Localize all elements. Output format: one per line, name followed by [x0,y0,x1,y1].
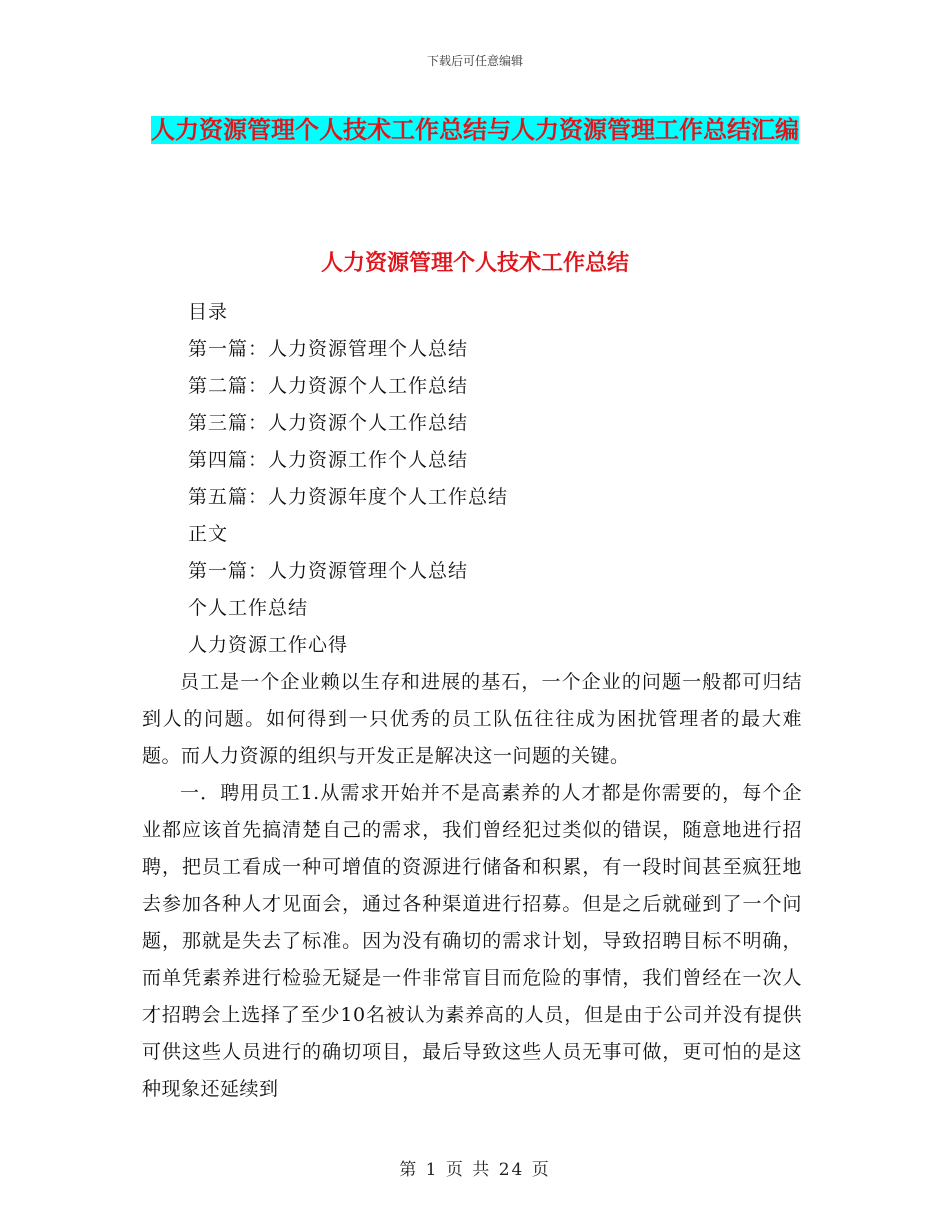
toc-item: 第五篇：人力资源年度个人工作总结 [188,486,509,508]
paragraph: 员工是一个企业赖以生存和进展的基石，一个企业的问题一般都可归结到人的问题。如何得到一只优秀的员工队伍往往成为困扰管理者的最大难题。而人力资源的组织与开发正是解决这一问题的关键。 [142,671,802,767]
page-number-footer: 第 1 页 共 24 页 [399,1160,551,1180]
toc-item: 第三篇：人力资源个人工作总结 [188,412,469,434]
section-title: 人力资源管理个人技术工作总结 [320,251,629,276]
table-of-contents [188,294,508,664]
body-text [142,664,802,1108]
document-title-text: 人力资源管理个人技术工作总结与人力资源管理工作总结汇编 [151,116,799,144]
paragraph: 一．聘用员工1.从需求开始并不是高素养的人才都是你需要的，每个企业都应该首先搞清楚自己的需求，我们曾经犯过类似的错误，随意地进行招聘，把员工看成一种可增值的资源进行储备和积累，有一段时间甚至疯狂地去参加各种人才见面会，通过各种渠道进行招募。但是之后就碰到了一个问题，那就是失去了标准。因为没有确切的需求计划，导致招聘目标不明确，而单凭素养进行检验无疑是一件非常盲目而危险的事情，我们曾经在一次人才招聘会上选择了至少10名被认为素养高的人员，但是由于公司并没有提供可供这些人员进行的确切项目，最后导致这些人员无事可做，更可怕的是这种现象还延续到 [142,782,802,1100]
toc-item: 第一篇：人力资源管理个人总结 [188,338,469,360]
toc-item: 第四篇：人力资源工作个人总结 [188,449,469,471]
subheading: 人力资源工作心得 [188,634,349,656]
toc-heading: 目录 [188,301,229,323]
chapter-heading: 第一篇：人力资源管理个人总结 [188,560,469,582]
document-title [150,108,800,152]
body-heading: 正文 [188,523,229,545]
subheading: 个人工作总结 [188,597,309,619]
page-header-note: 下载后可任意编辑 [426,54,523,68]
toc-item: 第二篇：人力资源个人工作总结 [188,375,469,397]
